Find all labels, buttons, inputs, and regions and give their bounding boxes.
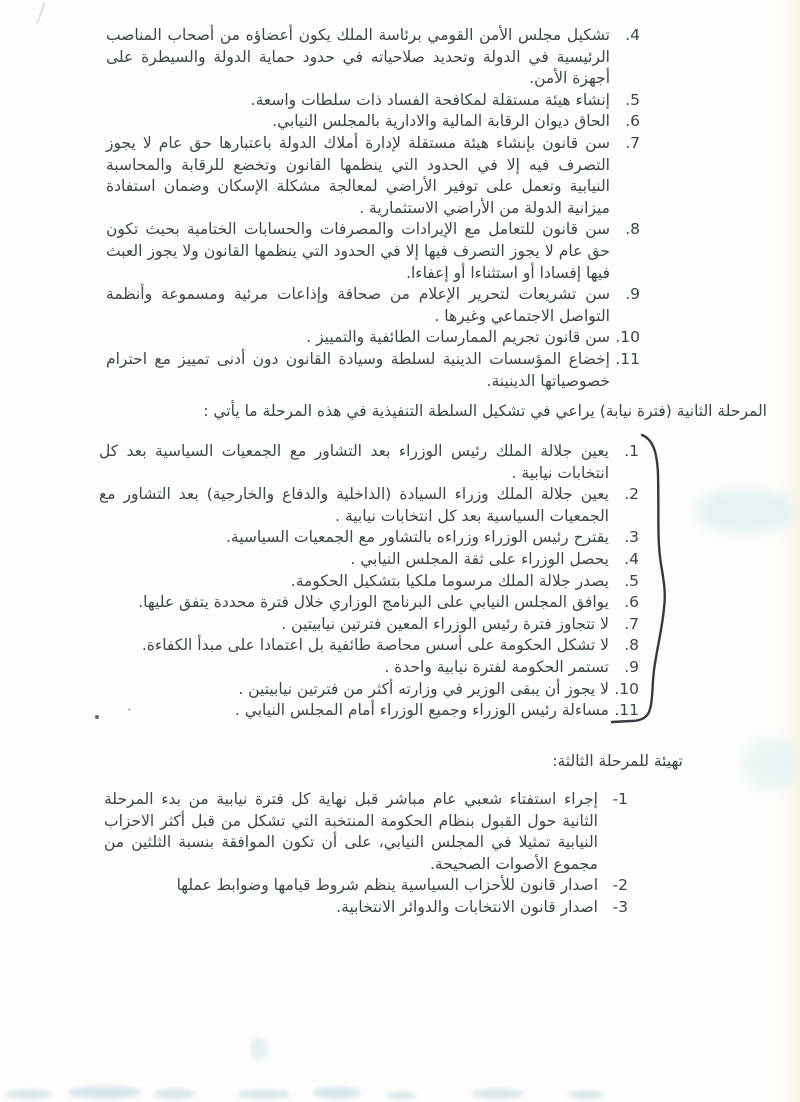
item-text: سن قانون بإنشاء هيئة مستقلة لإدارة أملاك الدولة باعتبارها حق عام لا يجوز التصرف فيه إلا في الحدود التي ينظمها القانون وتخضع للرقابة والمحاسبة النيابية وتعمل على توفير الأراضي لمعالجة مشكلة الإسكان وضمان استفادة ميزانية الدولة من الأراضي الاستثمارية . xyxy=(106,133,610,217)
scan-scratch-mark xyxy=(36,2,45,23)
item-number: 5. xyxy=(625,90,640,109)
item-number: 7. xyxy=(625,133,640,152)
item-number: 6. xyxy=(625,112,640,131)
item-text: الحاق ديوان الرقابة المالية والادارية بالمجلس النيابي. xyxy=(272,112,610,131)
item-number: 2- xyxy=(612,876,628,895)
list-item xyxy=(104,789,628,875)
item-text: لا تتجاوز فترة رئيس الوزراء المعين فترتين نيابيتين . xyxy=(281,614,609,633)
item-number: 5. xyxy=(624,571,639,590)
scan-smudge xyxy=(5,1090,53,1099)
item-text: يعين جلالة الملك رئيس الوزراء بعد التشاور مع الجمعيات السياسية بعد كل انتخابات نيابية . xyxy=(99,442,609,482)
item-number: 3. xyxy=(624,528,639,547)
scan-smudge xyxy=(386,1092,416,1099)
scan-smudge xyxy=(238,1090,290,1099)
ink-speck xyxy=(128,708,131,711)
list-item xyxy=(106,133,640,219)
list-item xyxy=(99,484,639,527)
phase3-heading: تهيئة للمرحلة الثالثة: xyxy=(552,752,683,770)
item-number: 4. xyxy=(625,26,640,44)
hand-drawn-bracket-mark xyxy=(604,428,676,730)
item-text: يحصل الوزراء على ثقة المجلس النيابي . xyxy=(350,549,609,568)
list-item xyxy=(106,90,640,112)
list-item xyxy=(99,592,639,614)
item-text: لا تشكل الحكومة على أسس محاصة طائفية بل اعتمادا على مبدأ الكفاءة. xyxy=(141,636,609,655)
list-item xyxy=(99,657,639,679)
item-text: مساءلة رئيس الوزراء وجميع الوزراء أمام المجلس النيابي . xyxy=(234,701,609,720)
scan-smudge xyxy=(250,1038,268,1060)
scan-smudge xyxy=(68,1086,142,1099)
item-number: 8. xyxy=(625,220,640,239)
item-text: يعين جلالة الملك وزراء السيادة (الداخلية والدفاع والخارجية) بعد التشاور مع الجمعيات السياسية بعد كل انتخابات نيابية . xyxy=(99,485,609,525)
phase2-heading: المرحلة الثانية (فترة نيابة) يراعي في تشكيل السلطة التنفيذية في هذه المرحلة ما يأتي : xyxy=(203,402,767,420)
item-number: 4. xyxy=(624,549,639,568)
list-item xyxy=(99,679,639,701)
item-text: إنشاء هيئة مستقلة لمكافحة الفساد ذات سلطات واسعة. xyxy=(250,90,610,109)
list-item xyxy=(104,897,628,919)
list-item xyxy=(99,527,639,549)
item-text: يقترح رئيس الوزراء وزراءه بالتشاور مع الجمعيات السياسية. xyxy=(225,528,609,547)
list-item xyxy=(99,614,639,636)
item-number: 9. xyxy=(624,657,639,676)
item-text: سن تشريعات لتحرير الإعلام من صحافة وإذاعات مرئية ومسموعة وأنظمة التواصل الاجتماعي وغيرها . xyxy=(106,285,610,325)
list-item xyxy=(99,549,639,571)
item-text: إجراء استفتاء شعبي عام مباشر قبل نهاية كل فترة نيابية من بدء المرحلة الثانية حول القبول بنظام الحكومة المنتخبة التي تشكل من قبل أكثر الاحزاب النيابية تمثيلا في المجلس النيابي، على أن تكون الموافقة بنسبة الثلثين من مجموع الأصوات الصحيحة. xyxy=(104,790,598,873)
phase1-items-list xyxy=(106,25,640,392)
list-item xyxy=(106,25,640,90)
list-item xyxy=(106,327,640,349)
list-item xyxy=(99,441,639,484)
list-item xyxy=(99,571,639,593)
item-number: 1- xyxy=(612,790,628,808)
item-number: 10. xyxy=(614,679,639,698)
item-text: اصدار قانون الانتخابات والدوائر الانتخابية. xyxy=(336,897,598,916)
list-item xyxy=(99,635,639,657)
item-text: يوافق المجلس النيابي على البرنامج الوزاري خلال فترة محددة يتفق عليها. xyxy=(138,593,609,612)
scan-smudge xyxy=(153,1089,195,1099)
item-number: 2. xyxy=(624,485,639,504)
list-item xyxy=(104,875,628,897)
list-item xyxy=(106,284,640,327)
phase2-list xyxy=(99,441,639,722)
item-text: سن قانون للتعامل مع الإيرادات والمصرفات والحسابات الختامية بحيث تكون حق عام لا يجوز التصرف فيها إلا في الحدود التي ينظمها القانون ولا يجوز العبث فيها إفسادا أو استثناءا أو إعفاءا. xyxy=(106,220,610,282)
item-number: 3- xyxy=(612,897,628,916)
item-text: لا يجوز أن يبقى الوزير في وزارته أكثر من فترتين نيابيتين . xyxy=(238,679,609,698)
list-item xyxy=(99,700,639,722)
item-number: 7. xyxy=(624,614,639,633)
scan-smudge xyxy=(742,738,800,790)
scan-smudge xyxy=(313,1087,361,1099)
ink-speck xyxy=(95,715,99,719)
phase3-prep-list xyxy=(104,789,628,919)
list-item xyxy=(106,219,640,284)
list-item xyxy=(106,111,640,133)
item-text: تستمر الحكومة لفترة نيابية واحدة . xyxy=(384,657,609,676)
scan-smudge xyxy=(695,488,795,534)
scan-smudge xyxy=(568,1091,604,1099)
item-number: 8. xyxy=(624,636,639,655)
item-number: 11. xyxy=(615,349,640,368)
item-text: إخضاع المؤسسات الدينية لسلطة وسيادة القانون دون أدنى تمييز مع احترام خصوصياتها الدينينة. xyxy=(106,349,610,390)
item-text: تشكيل مجلس الأمن القومي برئاسة الملك يكون أعضاؤه من أصحاب المناصب الرئيسية في الدولة وتحديد صلاحياته في حدود حماية الدولة والسيطرة على أجهزة الأمن. xyxy=(106,26,610,88)
item-number: 1. xyxy=(624,442,639,460)
scan-smudge xyxy=(472,1089,524,1099)
item-number: 6. xyxy=(624,593,639,612)
list-item xyxy=(106,349,640,392)
item-number: 10. xyxy=(615,328,640,347)
item-number: 11. xyxy=(614,701,639,720)
item-text: سن قانون تجريم الممارسات الطائفية والتمييز . xyxy=(306,328,610,347)
scan-edge-tint xyxy=(774,0,800,1102)
item-number: 9. xyxy=(625,285,640,304)
item-text: يصدر جلالة الملك مرسوما ملكيا بتشكيل الحكومة. xyxy=(290,571,609,590)
item-text: اصدار قانون للأحزاب السياسية ينظم شروط قيامها وضوابط عملها xyxy=(176,876,598,895)
